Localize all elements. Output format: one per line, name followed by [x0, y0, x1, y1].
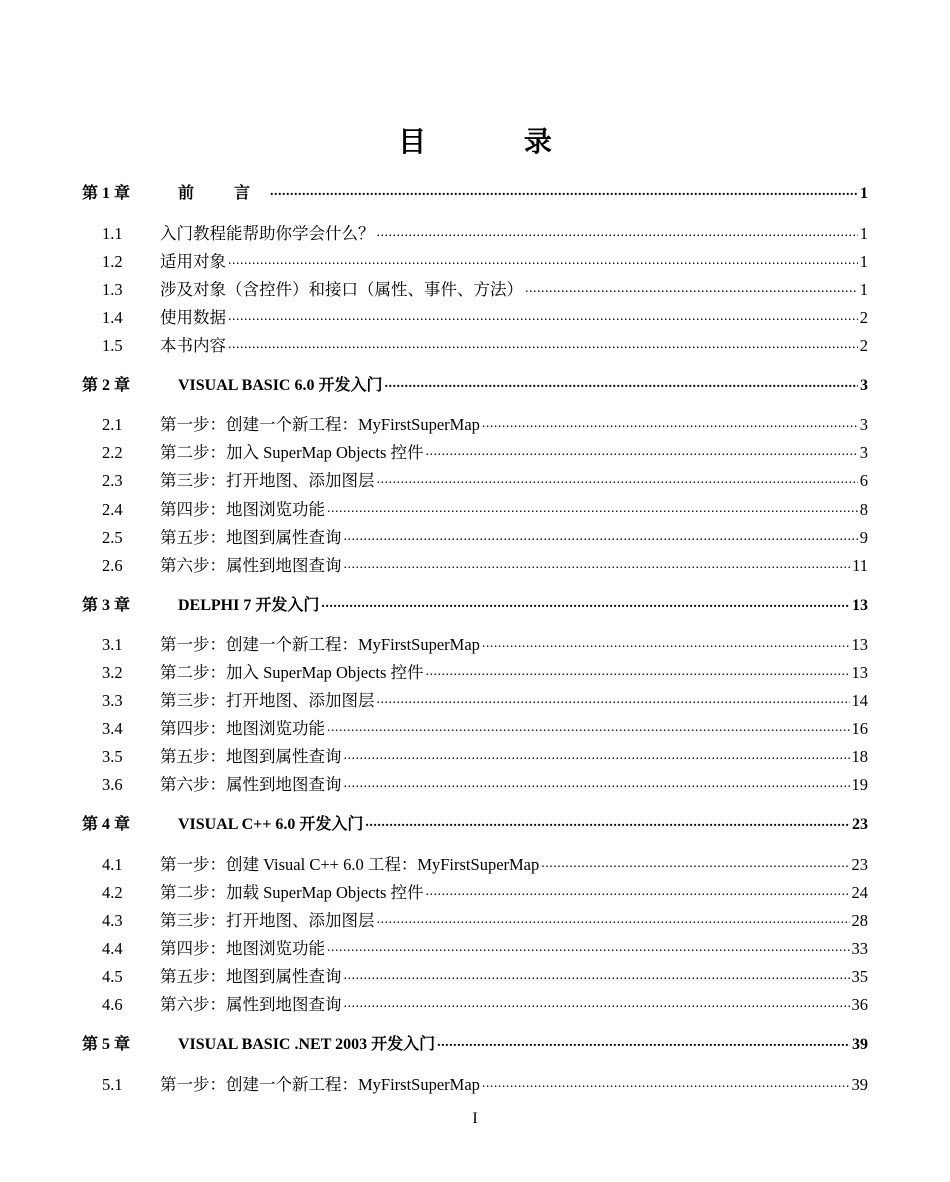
toc-entry-page: 16 [851, 719, 868, 738]
toc-entry-page: 11 [852, 556, 868, 575]
dot-leader [482, 414, 858, 431]
toc-chapter-entry[interactable] [82, 1031, 868, 1059]
toc-chapter-entry[interactable] [82, 811, 868, 839]
toc-entry-number: 1.2 [102, 252, 123, 271]
dot-leader [437, 1033, 850, 1049]
toc-entry-page: 33 [851, 939, 868, 958]
toc-entry-title: 第二步：加载 SuperMap Objects 控件 [160, 883, 424, 902]
toc-section-entry[interactable] [82, 496, 868, 524]
toc-entry-number: 第 2 章 [82, 377, 131, 394]
table-of-contents [82, 0, 868, 1182]
dot-leader [426, 662, 850, 679]
toc-entry-number: 2.6 [102, 556, 123, 575]
toc-entry-page: 23 [852, 816, 868, 833]
dot-leader [344, 746, 850, 763]
toc-entry-page: 1 [859, 280, 868, 299]
toc-entry-title: VISUAL C++ 6.0 开发入门 [178, 816, 364, 833]
dot-leader [426, 442, 858, 459]
toc-entry-number: 3.4 [102, 719, 123, 738]
toc-section-entry[interactable] [82, 276, 868, 304]
toc-entry-title: 第一步：创建一个新工程：MyFirstSuperMap [160, 635, 480, 654]
toc-chapter-entry[interactable] [82, 180, 868, 208]
toc-section-entry[interactable] [82, 631, 868, 659]
toc-entry-title: 第四步：地图浏览功能 [160, 500, 325, 519]
toc-section-entry[interactable] [82, 332, 868, 360]
dot-leader [327, 938, 850, 955]
page-title: 目 录 [398, 125, 596, 158]
toc-entry-title: 第一步：创建一个新工程：MyFirstSuperMap [160, 1075, 480, 1094]
toc-section-entry[interactable] [82, 411, 868, 439]
toc-entry-number: 第 5 章 [82, 1036, 131, 1053]
toc-entry-title: VISUAL BASIC .NET 2003 开发入门 [178, 1036, 436, 1053]
page-number: I [472, 1110, 478, 1127]
toc-entry-page: 39 [852, 1036, 868, 1053]
dot-leader [482, 634, 850, 651]
toc-entry-title: 第六步：属性到地图查询 [160, 556, 342, 575]
dot-leader [327, 499, 858, 516]
toc-section-entry[interactable] [82, 851, 868, 879]
toc-entry-page: 23 [851, 855, 868, 874]
dot-leader [365, 813, 850, 829]
toc-entry-page: 3 [859, 415, 868, 434]
dot-leader [525, 279, 858, 296]
dot-leader [482, 1074, 850, 1091]
toc-entry-number: 3.3 [102, 691, 123, 710]
toc-entry-page: 3 [859, 443, 868, 462]
toc-chapter-entry[interactable] [82, 592, 868, 620]
toc-entry-page: 3 [860, 377, 868, 394]
dot-leader [377, 470, 858, 487]
toc-entry-title: 本书内容 [160, 336, 226, 355]
toc-entry-title: 使用数据 [160, 308, 226, 327]
toc-entry-number: 3.5 [102, 747, 123, 766]
toc-section-entry[interactable] [82, 687, 868, 715]
toc-section-entry[interactable] [82, 439, 868, 467]
toc-entry-title: 第三步：打开地图、添加图层 [160, 471, 375, 490]
toc-entry-number: 4.3 [102, 911, 123, 930]
toc-entry-title: 适用对象 [160, 252, 226, 271]
toc-entry-number: 4.4 [102, 939, 123, 958]
dot-leader [426, 882, 850, 899]
toc-section-entry[interactable] [82, 220, 868, 248]
dot-leader [344, 994, 850, 1011]
toc-entry-page: 8 [859, 500, 868, 519]
dot-leader [377, 690, 850, 707]
dot-leader [377, 223, 858, 240]
toc-entry-page: 24 [851, 883, 868, 902]
toc-entry-page: 1 [859, 252, 868, 271]
toc-section-entry[interactable] [82, 524, 868, 552]
toc-entry-title: 第四步：地图浏览功能 [160, 939, 325, 958]
dot-leader [377, 910, 850, 927]
toc-section-entry[interactable] [82, 771, 868, 799]
toc-entry-number: 4.6 [102, 995, 123, 1014]
toc-section-entry[interactable] [82, 659, 868, 687]
dot-leader [344, 527, 858, 544]
toc-entry-page: 14 [851, 691, 868, 710]
dot-leader [228, 307, 858, 324]
toc-entry-title: 第六步：属性到地图查询 [160, 775, 342, 794]
toc-chapter-entry[interactable] [82, 372, 868, 400]
toc-entry-number: 2.2 [102, 443, 123, 462]
dot-leader [228, 335, 858, 352]
toc-entry-number: 3.6 [102, 775, 123, 794]
toc-entry-number: 5.1 [102, 1075, 123, 1094]
toc-entry-number: 第 1 章 [82, 185, 131, 202]
toc-entry-title: 前 言 [178, 185, 269, 202]
dot-leader [327, 718, 850, 735]
dot-leader [344, 966, 850, 983]
toc-entry-number: 3.2 [102, 663, 123, 682]
toc-section-entry[interactable] [82, 552, 868, 580]
toc-entry-page: 36 [851, 995, 868, 1014]
toc-entry-page: 39 [851, 1075, 868, 1094]
toc-entry-number: 第 4 章 [82, 816, 131, 833]
toc-entry-title: 涉及对象（含控件）和接口（属性、事件、方法） [160, 280, 523, 299]
toc-entry-page: 1 [859, 224, 868, 243]
toc-section-entry[interactable] [82, 743, 868, 771]
toc-section-entry[interactable] [82, 879, 868, 907]
toc-entry-page: 2 [859, 308, 868, 327]
dot-leader [344, 555, 851, 572]
toc-entry-number: 1.1 [102, 224, 123, 243]
toc-entry-number: 3.1 [102, 635, 123, 654]
toc-entry-number: 2.5 [102, 528, 123, 547]
toc-entry-page: 18 [851, 747, 868, 766]
toc-section-entry[interactable] [82, 935, 868, 963]
toc-entry-page: 9 [859, 528, 868, 547]
dot-leader [344, 774, 850, 791]
toc-section-entry[interactable] [82, 715, 868, 743]
toc-entry-page: 2 [859, 336, 868, 355]
toc-section-entry[interactable] [82, 248, 868, 276]
toc-entry-title: 第三步：打开地图、添加图层 [160, 691, 375, 710]
toc-entry-title: VISUAL BASIC 6.0 开发入门 [178, 377, 383, 394]
toc-entry-page: 6 [859, 471, 868, 490]
toc-entry-page: 28 [851, 911, 868, 930]
toc-entry-title: 第五步：地图到属性查询 [160, 747, 342, 766]
toc-entry-number: 2.4 [102, 500, 123, 519]
toc-entry-title: 第六步：属性到地图查询 [160, 995, 342, 1014]
toc-entry-number: 4.2 [102, 883, 123, 902]
toc-entry-title: 第二步：加入 SuperMap Objects 控件 [160, 443, 424, 462]
toc-entry-page: 13 [851, 635, 868, 654]
toc-entry-number: 1.4 [102, 308, 123, 327]
toc-entry-title: 第一步：创建 Visual C++ 6.0 工程：MyFirstSuperMap [160, 855, 540, 874]
toc-section-entry[interactable] [82, 907, 868, 935]
toc-entry-number: 4.5 [102, 967, 123, 986]
toc-section-entry[interactable] [82, 304, 868, 332]
toc-entry-number: 2.3 [102, 471, 123, 490]
dot-leader [321, 594, 850, 610]
toc-entry-page: 13 [852, 597, 868, 614]
toc-entry-number: 1.3 [102, 280, 123, 299]
toc-entry-title: 第五步：地图到属性查询 [160, 967, 342, 986]
toc-entry-number: 1.5 [102, 336, 123, 355]
toc-entry-title: 第二步：加入 SuperMap Objects 控件 [160, 663, 424, 682]
toc-section-entry[interactable] [82, 1071, 868, 1099]
toc-entry-title: DELPHI 7 开发入门 [178, 597, 320, 614]
dot-leader [228, 251, 858, 268]
toc-entry-title: 第三步：打开地图、添加图层 [160, 911, 375, 930]
toc-entry-title: 第一步：创建一个新工程：MyFirstSuperMap [160, 415, 480, 434]
toc-entry-number: 2.1 [102, 415, 123, 434]
toc-entry-page: 35 [851, 967, 868, 986]
dot-leader [541, 854, 849, 871]
toc-entry-page: 1 [860, 185, 868, 202]
toc-entry-page: 13 [851, 663, 868, 682]
toc-entry-title: 第五步：地图到属性查询 [160, 528, 342, 547]
toc-entry-page: 19 [851, 775, 868, 794]
dot-leader [385, 374, 859, 390]
toc-entry-title: 入门教程能帮助你学会什么？ [160, 224, 375, 243]
toc-entry-number: 第 3 章 [82, 597, 131, 614]
dot-leader [270, 182, 858, 198]
toc-entry-number: 4.1 [102, 855, 123, 874]
toc-entry-title: 第四步：地图浏览功能 [160, 719, 325, 738]
toc-section-entry[interactable] [82, 991, 868, 1019]
toc-section-entry[interactable] [82, 467, 868, 495]
toc-section-entry[interactable] [82, 963, 868, 991]
